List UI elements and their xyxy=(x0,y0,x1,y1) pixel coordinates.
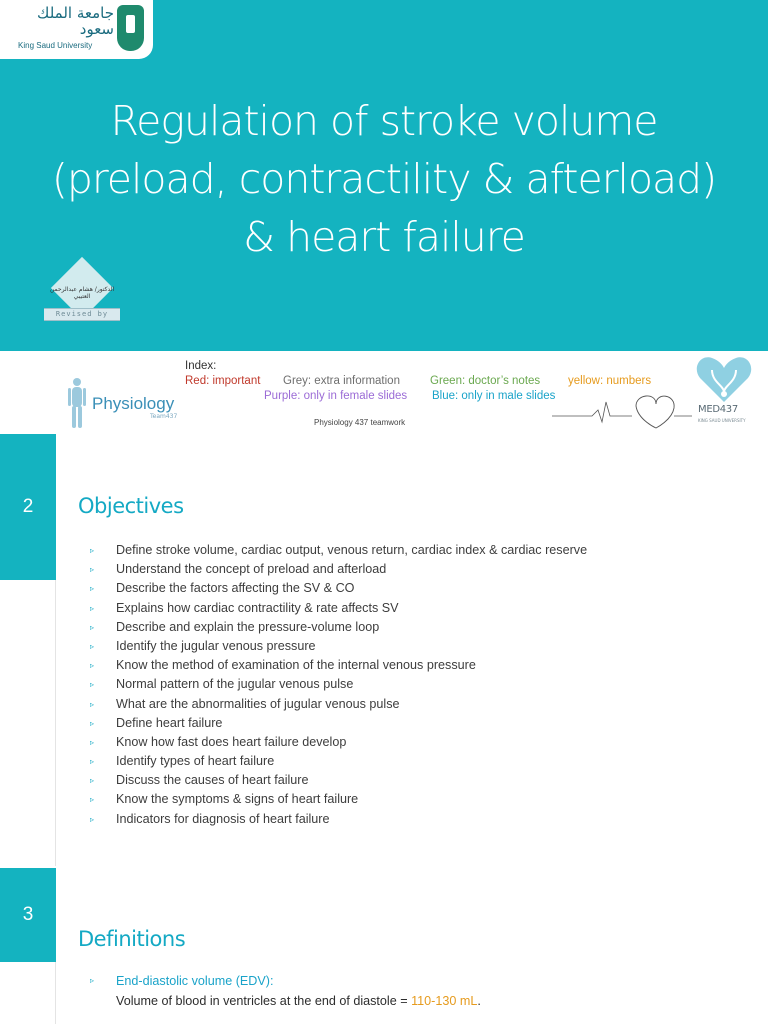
bullet-arrow-icon: ▹ xyxy=(90,795,95,805)
index-yellow-legend: yellow: numbers xyxy=(568,375,652,387)
objective-item xyxy=(90,637,587,656)
bullet-arrow-icon: ▹ xyxy=(90,757,95,767)
objective-text: Identify the jugular venous pressure xyxy=(116,638,316,653)
objective-item xyxy=(90,810,587,829)
objective-item xyxy=(90,695,587,714)
bullet-arrow-icon: ▹ xyxy=(90,680,95,690)
badge-stamp-text: الدكتور/ هشام عبدالرحمن العتيبي xyxy=(49,286,115,300)
slide-rail xyxy=(55,962,56,1024)
slide-heading: Objectives xyxy=(78,494,184,518)
title-line-2: (preload, contractility & afterload) xyxy=(51,155,717,203)
ecg-heart-icon xyxy=(552,384,692,432)
objective-item xyxy=(90,675,587,694)
definition-text xyxy=(116,994,481,1008)
bullet-arrow-icon: ▹ xyxy=(90,699,95,709)
index-green-legend: Green: doctor’s notes xyxy=(430,375,541,387)
med437-logo-name: MED437 xyxy=(698,404,738,415)
index-red-legend: Red: important xyxy=(185,375,261,387)
objective-text: Know how fast does heart failure develop xyxy=(116,734,347,749)
title-line-1: Regulation of stroke volume xyxy=(110,97,658,145)
objective-text: Describe and explain the pressure-volume loop xyxy=(116,619,380,634)
team-credit: Physiology 437 teamwork xyxy=(314,418,406,427)
index-grey-legend: Grey: extra information xyxy=(283,375,400,387)
objective-item xyxy=(90,599,587,618)
university-arabic-name: جامعة الملك سعود xyxy=(37,4,114,38)
index-purple-legend: Purple: only in female slides xyxy=(264,390,408,402)
human-figure-icon xyxy=(68,377,86,429)
bullet-arrow-icon: ▹ xyxy=(90,584,95,594)
objective-item xyxy=(90,733,587,752)
heart-stethoscope-icon xyxy=(694,352,754,404)
bullet-arrow-icon: ▹ xyxy=(90,546,95,555)
bullet-arrow-icon: ▹ xyxy=(90,718,95,728)
badge-ribbon: Revised by xyxy=(44,308,120,321)
bullet-arrow-icon: ▹ xyxy=(90,603,95,613)
objective-item xyxy=(90,541,587,560)
slide-number: 3 xyxy=(0,868,56,962)
med437-logo xyxy=(694,352,760,426)
slide-number: 2 xyxy=(0,434,56,580)
objective-item xyxy=(90,771,587,790)
objective-text: Know the method of examination of the internal venous pressure xyxy=(116,658,476,673)
title-line-3: & heart failure xyxy=(243,213,525,261)
slide-rail xyxy=(55,580,56,866)
objective-item xyxy=(90,560,587,579)
bullet-arrow-icon: ▹ xyxy=(90,976,95,985)
revised-by-badge xyxy=(44,262,120,326)
med437-logo-sub: KING SAUD UNIVERSITY xyxy=(698,418,746,423)
objective-item xyxy=(90,656,587,675)
objective-text: Know the symptoms & signs of heart failure xyxy=(116,792,359,807)
objective-text: Normal pattern of the jugular venous pulse xyxy=(116,677,354,692)
objective-item xyxy=(90,579,587,598)
definition-number: 110-130 mL xyxy=(411,994,478,1008)
physiology-team-logo xyxy=(64,375,204,431)
page-title xyxy=(20,92,748,266)
palm-swords-emblem-icon xyxy=(117,5,144,51)
objective-item xyxy=(90,714,587,733)
objective-text: Explains how cardiac contractility & rate affects SV xyxy=(116,600,399,615)
objective-item xyxy=(90,790,587,809)
objective-text: Understand the concept of preload and afterload xyxy=(116,562,387,577)
objective-text: Discuss the causes of heart failure xyxy=(116,773,309,788)
slide-heading: Definitions xyxy=(78,927,186,951)
objective-text: Identify types of heart failure xyxy=(116,754,275,769)
definition-term-text: End-diastolic volume (EDV): xyxy=(116,974,274,988)
physiology-logo-team: Team437 xyxy=(150,413,178,420)
bullet-arrow-icon: ▹ xyxy=(90,737,95,747)
definition-body: Volume of blood in ventricles at the end of diastole = xyxy=(116,994,412,1008)
index-label: Index: xyxy=(185,360,217,372)
bullet-arrow-icon: ▹ xyxy=(90,661,95,671)
definition-term xyxy=(90,974,273,988)
index-blue-legend: Blue: only in male slides xyxy=(432,390,556,402)
bullet-arrow-icon: ▹ xyxy=(90,814,95,824)
objective-text: Define heart failure xyxy=(116,715,223,730)
objective-text: Define stroke volume, cardiac output, venous return, cardiac index & cardiac reserve xyxy=(116,543,588,557)
physiology-logo-word: Physiology xyxy=(92,394,175,413)
university-english-name: King Saud University xyxy=(18,41,93,50)
objective-text: Indicators for diagnosis of heart failure xyxy=(116,811,330,826)
university-logo xyxy=(0,0,153,59)
bullet-arrow-icon: ▹ xyxy=(90,565,95,575)
bullet-arrow-icon: ▹ xyxy=(90,776,95,786)
bullet-arrow-icon: ▹ xyxy=(90,641,95,651)
bullet-arrow-icon: ▹ xyxy=(90,622,95,632)
objective-item xyxy=(90,618,587,637)
objective-text: What are the abnormalities of jugular venous pulse xyxy=(116,696,400,711)
definition-end: . xyxy=(477,994,481,1008)
objectives-list xyxy=(90,541,587,829)
objective-item xyxy=(90,752,587,771)
title-banner xyxy=(0,0,768,351)
objective-text: Describe the factors affecting the SV & CO xyxy=(116,581,355,596)
